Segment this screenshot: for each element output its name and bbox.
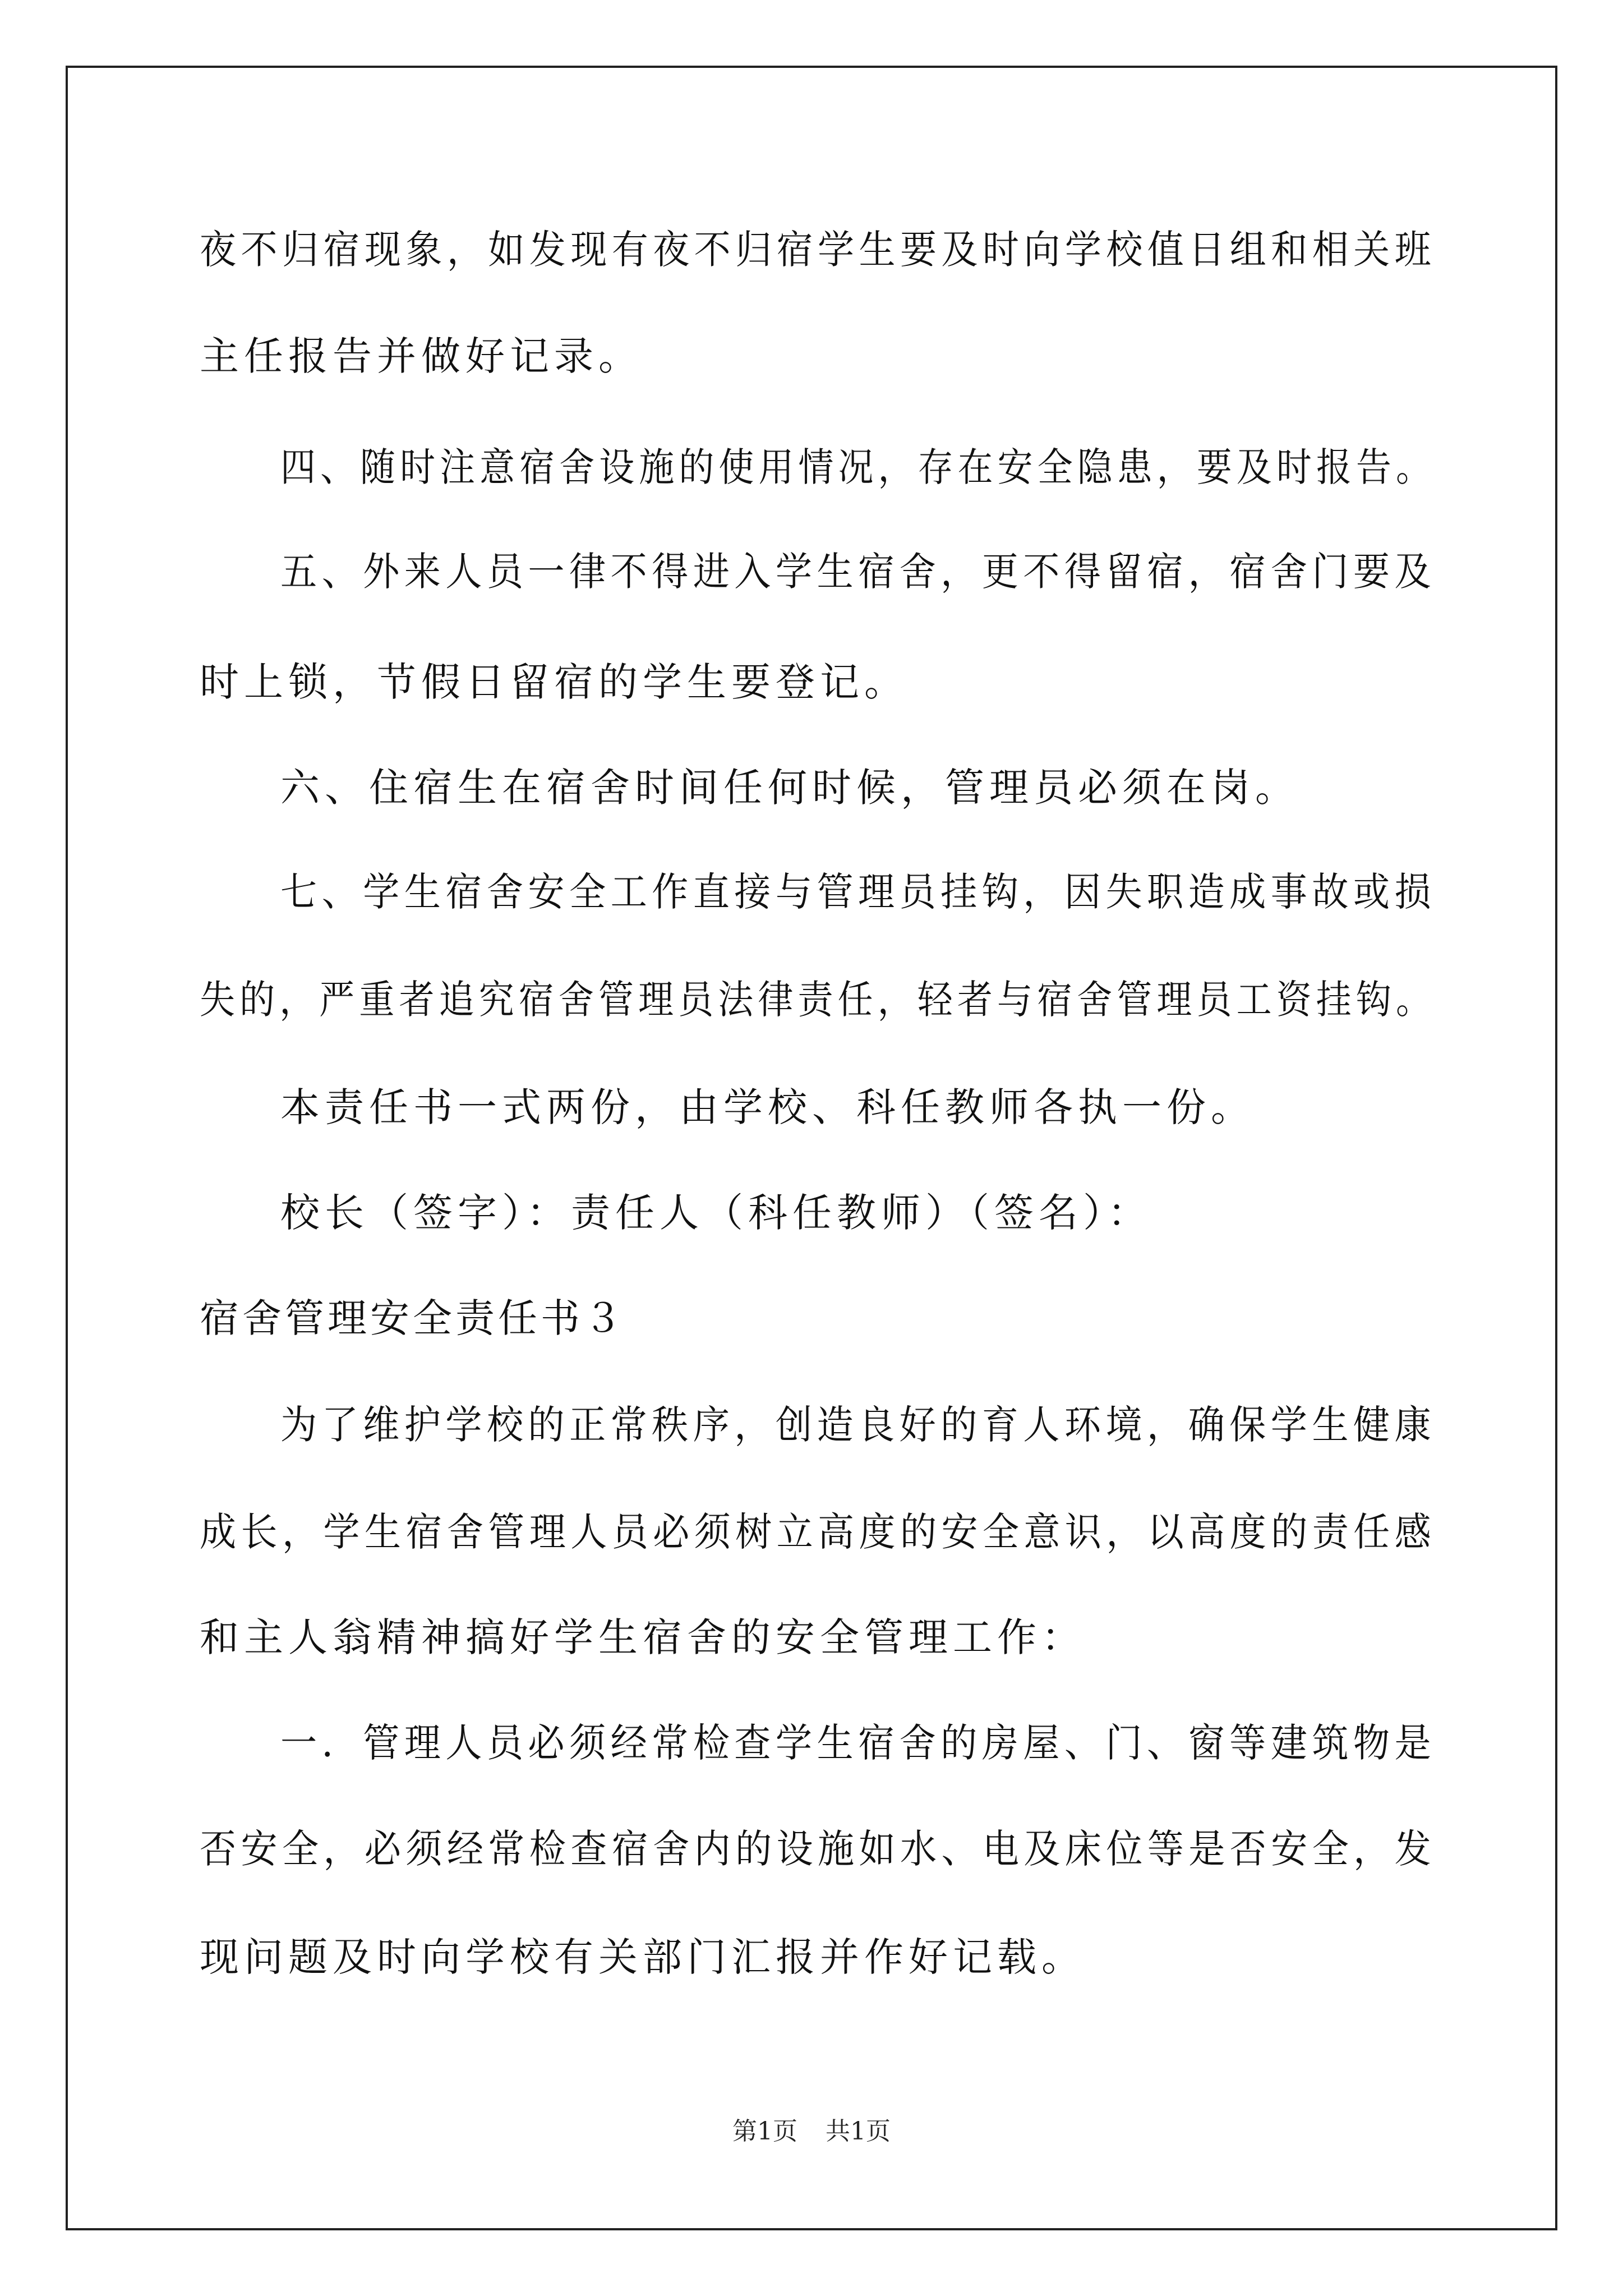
body-line-8: 失的，严重者追究宿舍管理员法律责任，轻者与宿舍管理员工资挂钩。 [200,977,1436,1023]
body-line-13: 一．管理人员必须经常检查学生宿舍的房屋、门、窗等建筑物是 [280,1720,1436,1766]
page-footer [0,2116,1623,2147]
page-total: 共1页 [826,2117,891,2146]
body-line-15: 现问题及时向学校有关部门汇报并作好记载。 [200,1934,1086,1980]
body-line-5: 时上锁，节假日留宿的学生要登记。 [200,659,909,705]
signature-line: 校长（签字）：责任人（科任教师）（签名）： [280,1190,1152,1236]
body-line-2: 主任报告并做好记录。 [200,333,643,379]
page-number: 第1页 [732,2117,797,2146]
body-line-7: 七、学生宿舍安全工作直接与管理员挂钩，因失职造成事故或损 [280,869,1436,915]
body-line-1: 夜不归宿现象，如发现有夜不归宿学生要及时向学校值日组和相关班 [200,227,1436,273]
body-line-14: 否安全，必须经常检查宿舍内的设施如水、电及床位等是否安全，发 [200,1826,1436,1872]
body-line-4: 五、外来人员一律不得进入学生宿舍，更不得留宿，宿舍门要及 [280,549,1436,595]
page-border [66,66,1557,2230]
body-line-12: 和主人翁精神搞好学生宿舍的安全管理工作： [200,1614,1086,1660]
body-line-6: 六、住宿生在宿舍时间任何时候，管理员必须在岗。 [280,765,1299,811]
section-heading: 宿舍管理安全责任书３ [200,1295,626,1341]
body-line-11: 成长，学生宿舍管理人员必须树立高度的安全意识，以高度的责任感 [200,1509,1436,1555]
body-line-9: 本责任书一式两份，由学校、科任教师各执一份。 [280,1084,1255,1130]
body-line-10: 为了维护学校的正常秩序，创造良好的育人环境，确保学生健康 [280,1402,1436,1448]
body-line-3: 四、随时注意宿舍设施的使用情况，存在安全隐患，要及时报告。 [280,444,1436,490]
